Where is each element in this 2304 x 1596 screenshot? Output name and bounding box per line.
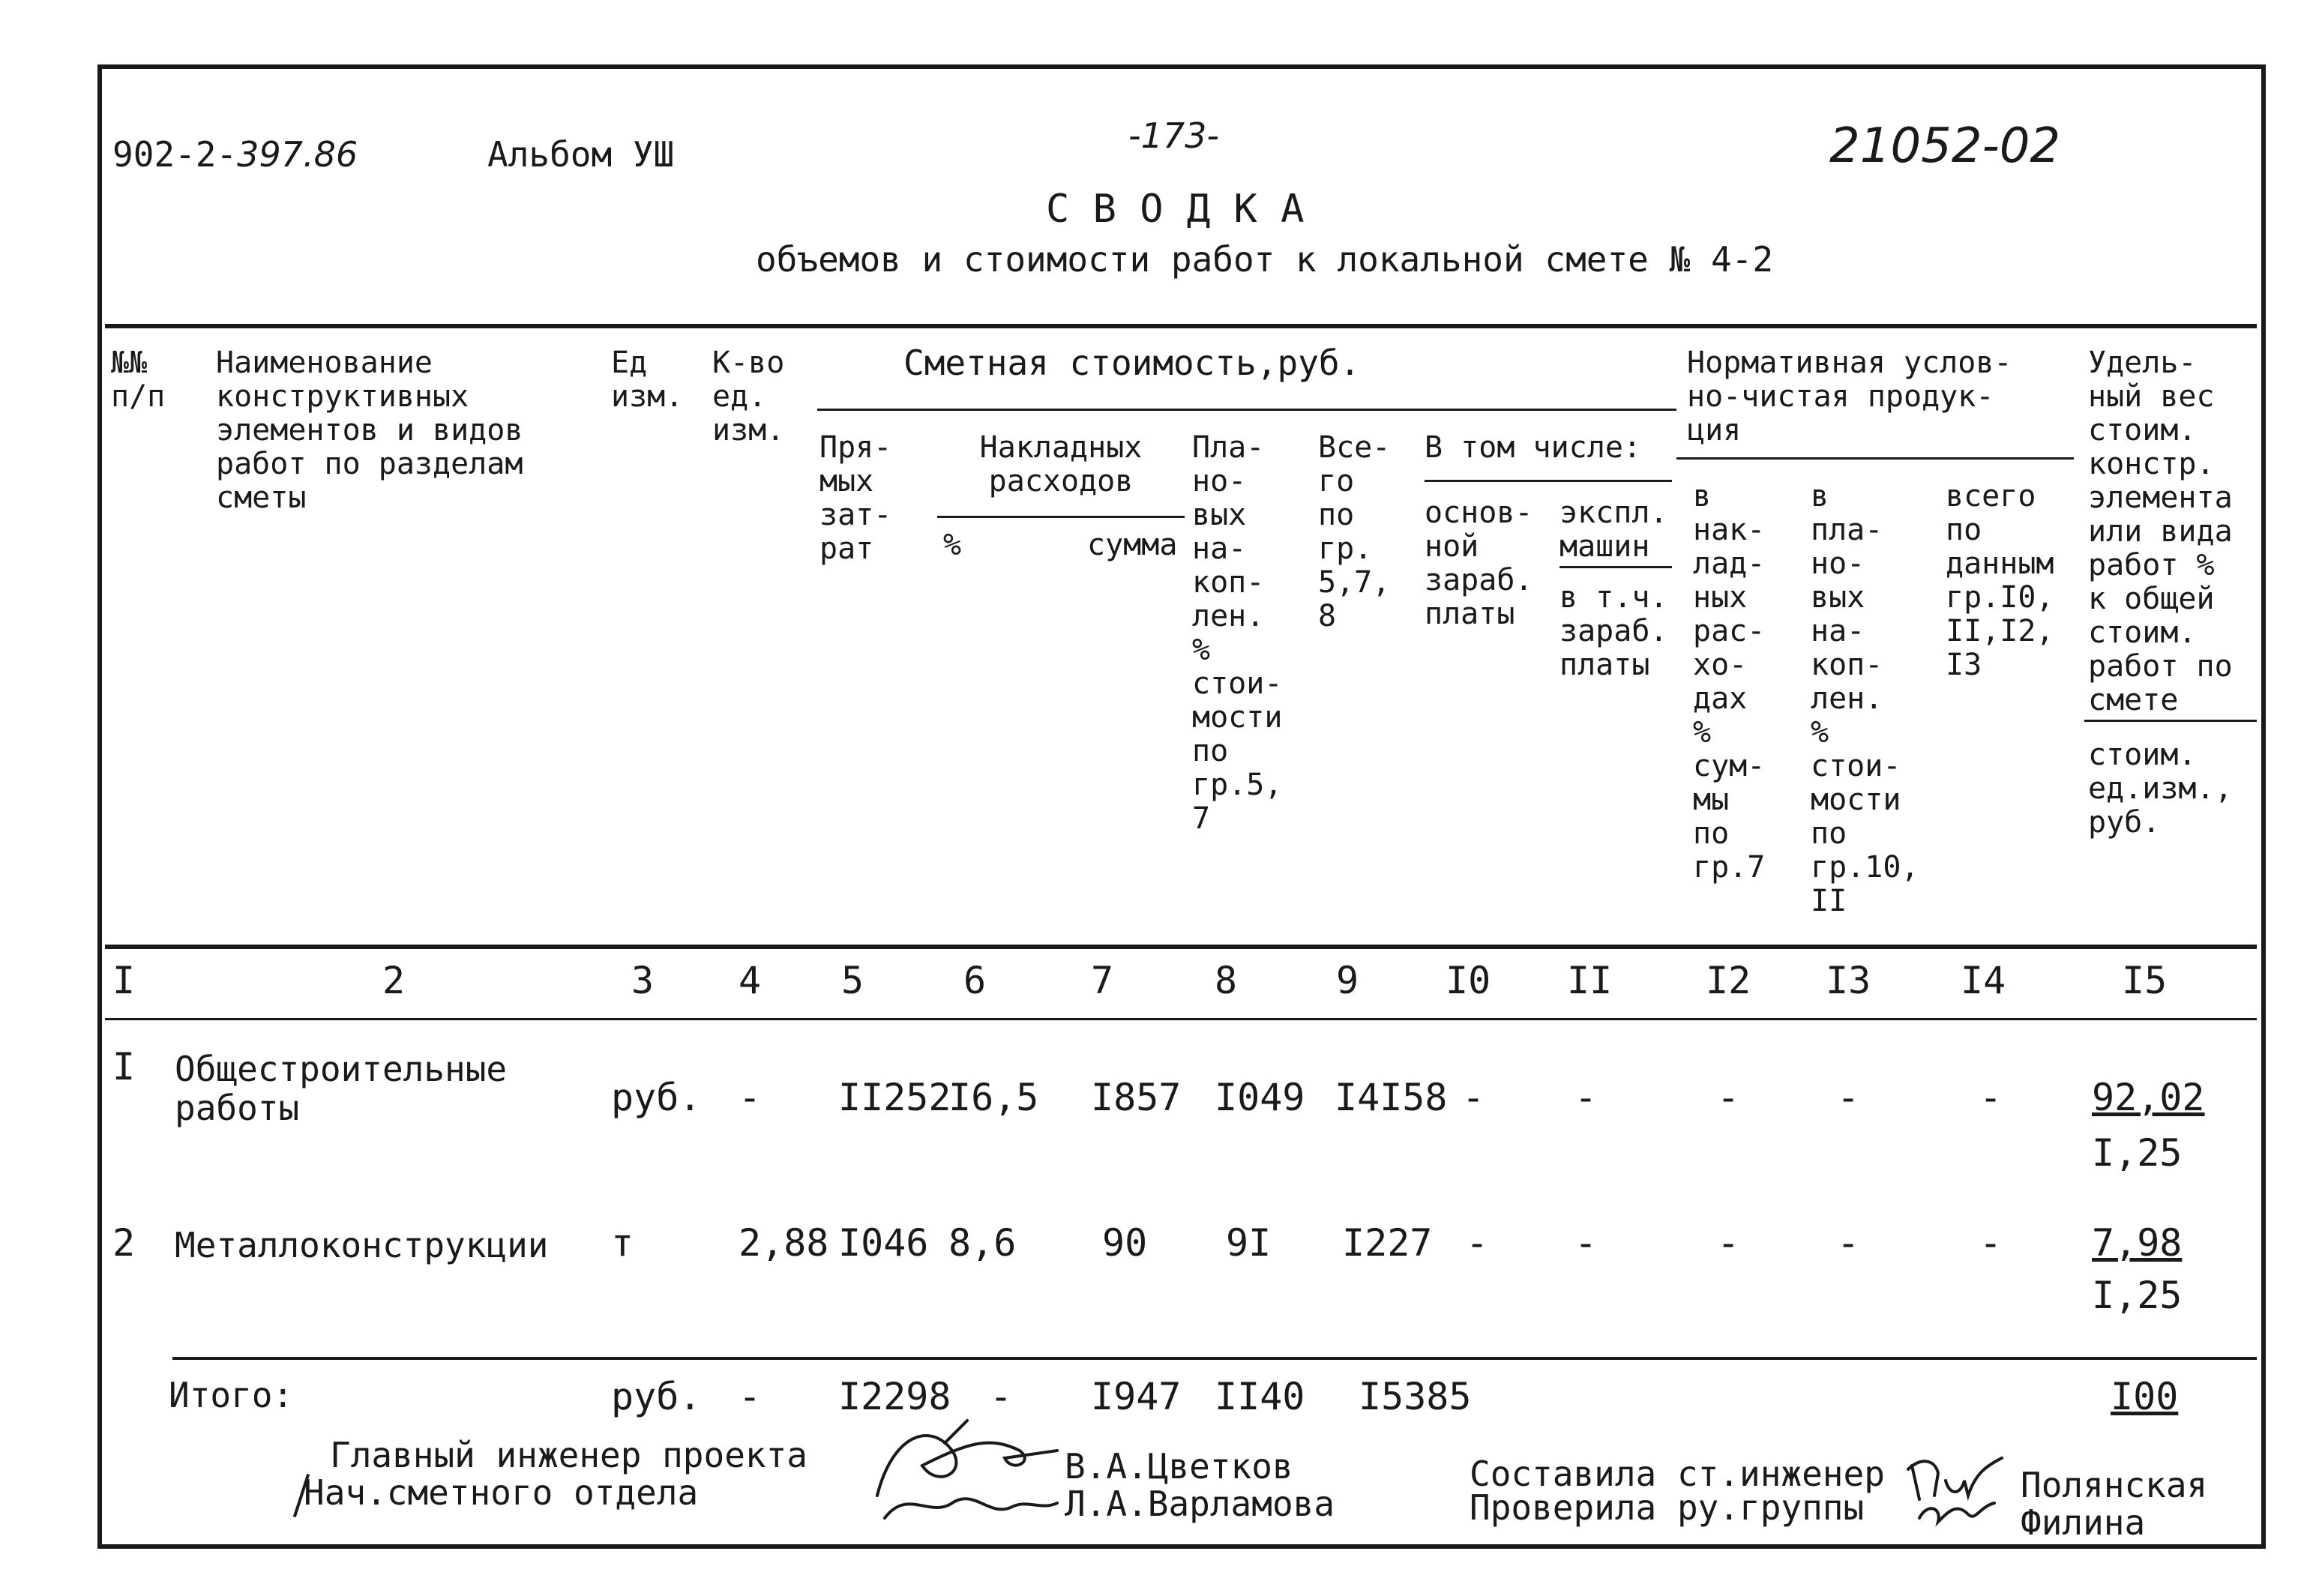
total-unit: руб.	[611, 1375, 702, 1418]
row-number: I	[112, 1045, 136, 1088]
header-c10: основ- ной зараб. платы	[1425, 496, 1533, 631]
row-c10: -	[1466, 1221, 1489, 1265]
column-number: 4	[739, 959, 762, 1002]
row-name: Общестроительные работы	[175, 1049, 508, 1128]
total-direct: I2298	[838, 1375, 951, 1418]
column-number: I0	[1446, 959, 1491, 1002]
total-top-rule	[172, 1357, 2257, 1360]
album-label: Альбом УШ	[487, 134, 675, 175]
row-c12: -	[1717, 1076, 1740, 1119]
signature-name-filina: Филина	[2021, 1502, 2146, 1543]
signature-title-compiled: Составила ст.инженер	[1470, 1454, 1885, 1494]
page-number: -173-	[1128, 115, 1219, 156]
row-c11: -	[1574, 1221, 1598, 1265]
row-overhead-sum: I857	[1091, 1076, 1182, 1119]
total-planned: II40	[1215, 1375, 1305, 1418]
row-c12: -	[1717, 1221, 1740, 1265]
row-planned: I049	[1215, 1076, 1305, 1119]
header-c1: №№ п/п	[111, 346, 166, 414]
share-rule	[2084, 720, 2257, 722]
row-qty: 2,88	[739, 1221, 829, 1265]
row-c14: -	[1979, 1221, 2003, 1265]
total-total: I5385	[1359, 1375, 1472, 1418]
row-unit: т	[611, 1221, 634, 1265]
header-bottom-rule	[105, 945, 2257, 949]
header-c4: К-во ед. изм.	[712, 346, 785, 448]
doc-code-prefix: 902-2-	[112, 134, 238, 175]
column-number: 5	[841, 959, 864, 1002]
overhead-rule	[937, 516, 1185, 518]
machines-rule	[1559, 566, 1672, 568]
header-c15-bottom: стоим. ед.изм., руб.	[2088, 738, 2233, 840]
row-overhead-sum: 90	[1102, 1221, 1148, 1265]
page-frame	[97, 64, 2266, 1549]
signature-name-polyanskaya: Полянская	[2021, 1465, 2208, 1505]
column-number: I5	[2122, 959, 2168, 1002]
header-c2: Наименование конструктивных элементов и видов работ по разделам сметы	[216, 346, 523, 515]
document-subtitle: объемов и стоимости работ к локальной смете № 4-2	[756, 239, 1774, 280]
table-top-rule	[105, 324, 2257, 328]
norm-group-rule	[1676, 457, 2074, 460]
row-direct: I046	[838, 1221, 929, 1265]
row-qty: -	[739, 1076, 762, 1119]
column-number: 9	[1336, 959, 1359, 1002]
row-total: I4I58	[1335, 1076, 1448, 1119]
header-c3: Ед изм.	[611, 346, 684, 414]
total-qty: -	[739, 1375, 762, 1418]
column-number: I3	[1826, 959, 1871, 1002]
row-direct: II252	[838, 1076, 951, 1119]
row-c10: -	[1462, 1076, 1485, 1119]
header-c12: в нак- лад- ных рас- хо- дах % сум- мы по гр.7	[1693, 479, 1766, 885]
numbers-bottom-rule	[105, 1018, 2257, 1020]
row-unit: руб.	[611, 1076, 702, 1119]
document-number: 21052-02	[1829, 118, 2061, 174]
header-c5: Пря- мых зат- рат	[819, 430, 892, 566]
header-incl: В том числе:	[1425, 430, 1641, 465]
row-overhead-pct: 8,6	[948, 1221, 1017, 1265]
total-pct: -	[990, 1375, 1013, 1418]
signature-title-chief-engineer: Главный инженер проекта	[330, 1435, 807, 1475]
column-number: I2	[1706, 959, 1751, 1002]
handwritten-signature-tsvetkov	[862, 1406, 1072, 1533]
row-c13: -	[1837, 1221, 1860, 1265]
document-title: С В О Д К А	[1046, 187, 1305, 232]
total-share: I00	[2111, 1375, 2179, 1418]
header-cost-group: Сметная стоимость,руб.	[903, 343, 1361, 383]
signature-title-head-estimates: Нач.сметного отдела	[304, 1472, 699, 1513]
header-c7: сумма	[1087, 528, 1178, 562]
header-c6: %	[943, 528, 962, 562]
cost-group-rule	[817, 409, 1676, 411]
row-total: I227	[1342, 1221, 1433, 1265]
signature-name-varlamova: Л.А.Варламова	[1065, 1484, 1335, 1524]
header-c11-top: экспл. машин	[1559, 496, 1668, 564]
column-number: I4	[1961, 959, 2006, 1002]
total-sum: I947	[1091, 1375, 1182, 1418]
doc-code-handwritten: 397.86	[237, 134, 358, 175]
row-unit-cost: I,25	[2092, 1131, 2183, 1175]
signature-title-checked: Проверила ру.группы	[1470, 1487, 1865, 1528]
header-c13: в пла- но- вых на- коп- лен. % стои- мости по гр.10, II	[1811, 479, 1919, 918]
header-c15-top: Удель- ный вес стоим. констр. элемента или вида работ % к общей стоим. работ по смете	[2088, 346, 2233, 717]
row-share: 92,02	[2092, 1076, 2205, 1119]
header-c9: Все- го по гр. 5,7, 8	[1318, 430, 1391, 633]
row-number: 2	[112, 1221, 136, 1265]
signature-name-tsvetkov: В.А.Цветков	[1065, 1446, 1293, 1487]
header-c14: всего по данным гр.I0, II,I2, I3	[1946, 479, 2054, 682]
column-number: 7	[1091, 959, 1114, 1002]
header-c8: Пла- но- вых на- коп- лен. % стои- мости по гр.5, 7	[1192, 430, 1283, 836]
column-number: I	[112, 959, 136, 1002]
row-unit-cost: I,25	[2092, 1274, 2183, 1317]
column-number: 6	[963, 959, 987, 1002]
incl-rule	[1425, 480, 1672, 482]
header-c11-bottom: в т.ч. зараб. платы	[1559, 580, 1668, 682]
header-overhead: Накладных расходов	[979, 430, 1143, 499]
column-number: 3	[631, 959, 655, 1002]
row-c11: -	[1574, 1076, 1598, 1119]
column-number: 8	[1215, 959, 1238, 1002]
doc-code	[112, 135, 358, 174]
column-number: II	[1567, 959, 1613, 1002]
row-planned: 9I	[1226, 1221, 1272, 1265]
row-share: 7,98	[2092, 1221, 2183, 1265]
handwritten-signature-polyanskaya	[1897, 1443, 2017, 1533]
row-c14: -	[1979, 1076, 2003, 1119]
total-label: Итого:	[169, 1375, 294, 1415]
row-c13: -	[1837, 1076, 1860, 1119]
row-name: Металлоконструкции	[175, 1225, 549, 1265]
column-number: 2	[382, 959, 406, 1002]
row-overhead-pct: I6,5	[948, 1076, 1039, 1119]
header-norm-group: Нормативная услов- но-чистая продук- ция	[1687, 346, 2012, 448]
